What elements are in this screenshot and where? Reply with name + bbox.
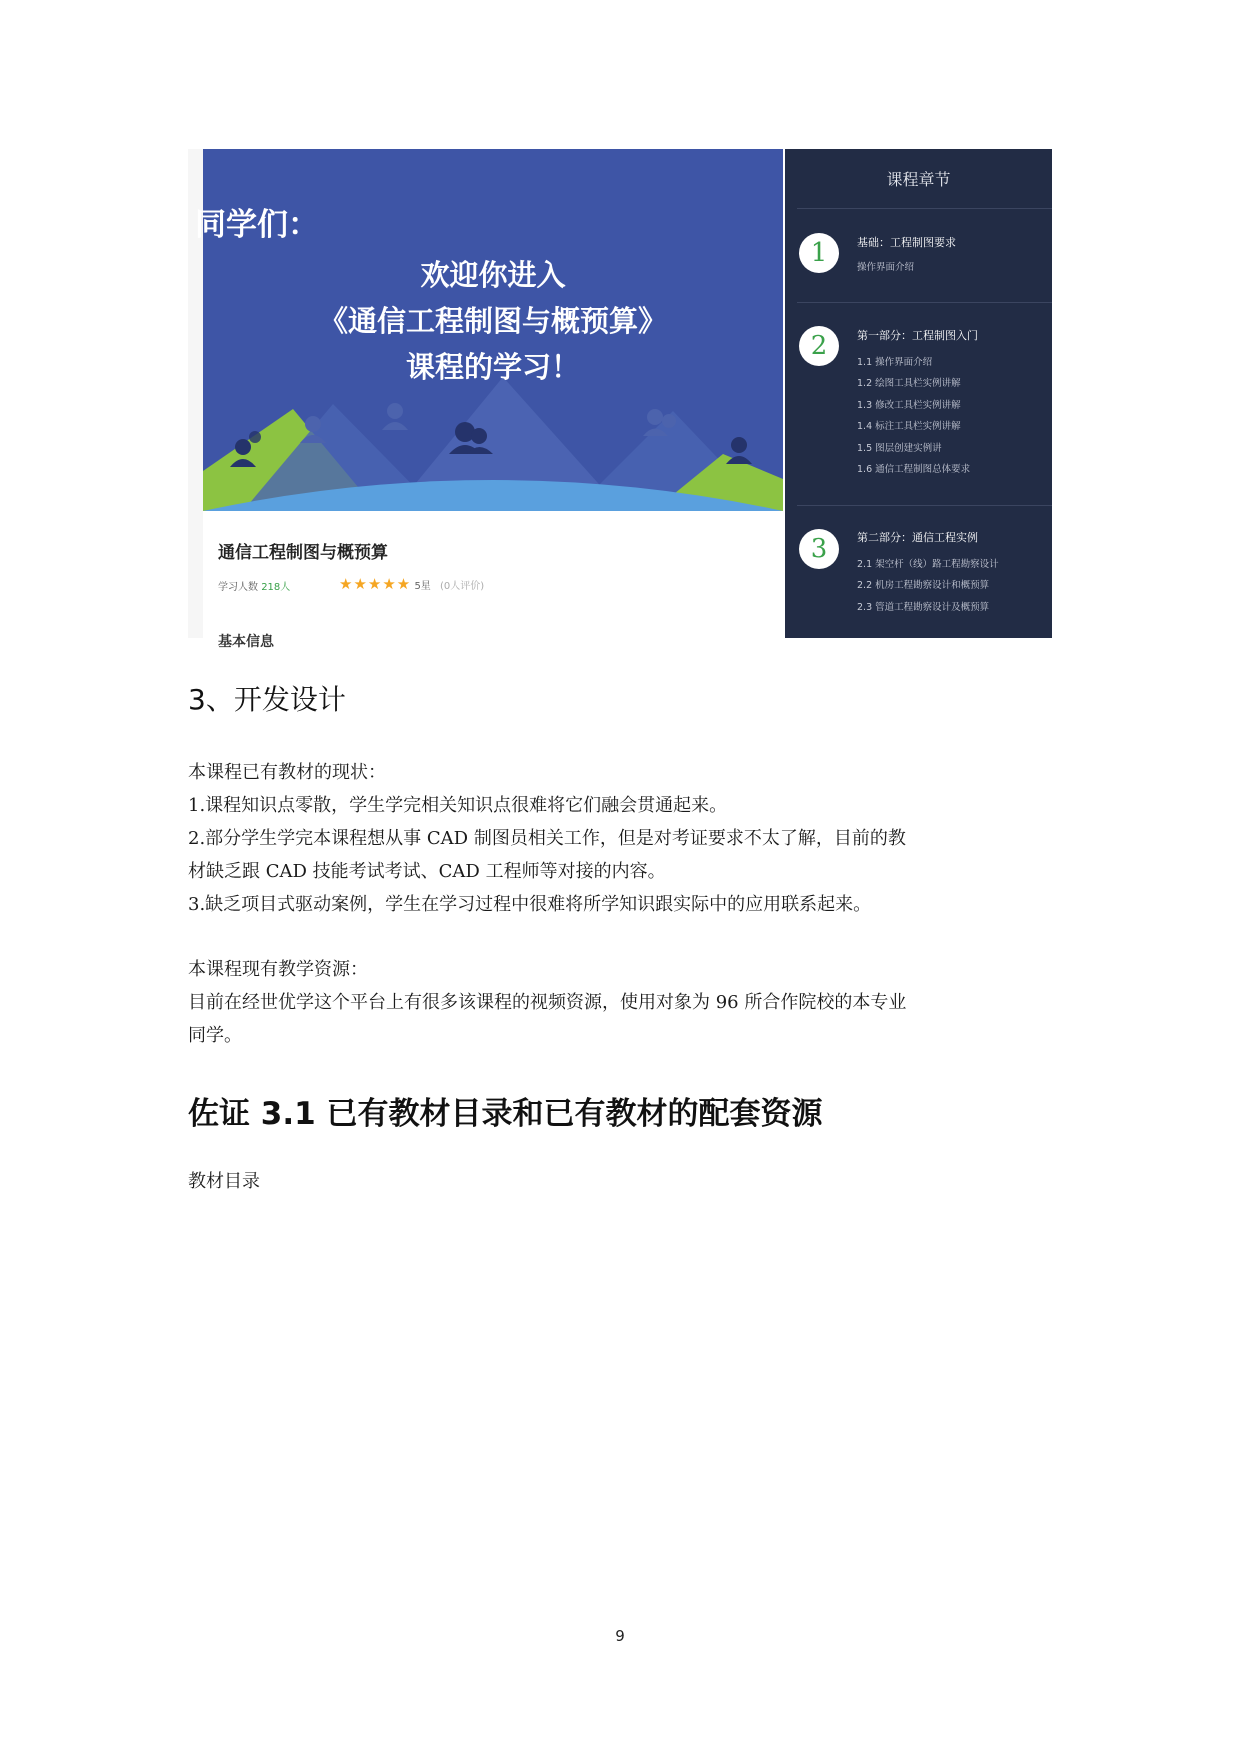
chapter-item[interactable]: 1.5 图层创建实例讲 bbox=[857, 443, 942, 454]
chapter-number-badge: 1 bbox=[799, 233, 839, 273]
chapter-title[interactable]: 第二部分：通信工程实例 bbox=[857, 531, 978, 544]
evidence-subheading: 教材目录 bbox=[188, 1171, 260, 1192]
resources-line: 目前在经世优学这个平台上有很多该课程的视频资源，使用对象为 96 所合作院校的本专业 bbox=[188, 992, 907, 1013]
status-title: 本课程已有教材的现状： bbox=[188, 762, 386, 783]
chapter-item[interactable]: 2.2 机房工程勘察设计和概预算 bbox=[857, 580, 990, 591]
banner-course-title: 《通信工程制图与概预算》 bbox=[318, 304, 667, 338]
chapter-divider bbox=[797, 302, 1052, 303]
learners-number: 218人 bbox=[261, 582, 291, 593]
course-name: 通信工程制图与概预算 bbox=[218, 543, 388, 563]
status-item: 2.部分学生学完本课程想从事 CAD 制图员相关工作，但是对考证要求不太了解，目前的教 bbox=[188, 828, 906, 849]
person-icon bbox=[382, 403, 408, 430]
chapter-item[interactable]: 1.1 操作界面介绍 bbox=[857, 357, 933, 368]
basic-info-heading: 基本信息 bbox=[218, 634, 274, 650]
banner-greeting: 同学们： bbox=[195, 207, 319, 243]
chapter-title[interactable]: 基础：工程制图要求 bbox=[857, 236, 956, 249]
chapter-divider bbox=[797, 505, 1052, 506]
status-item: 1.课程知识点零散，学生学完相关知识点很难将它们融会贯通起来。 bbox=[188, 795, 728, 816]
chapter-item[interactable]: 1.2 绘图工具栏实例讲解 bbox=[857, 378, 961, 389]
rating-value: 5星 bbox=[414, 581, 431, 592]
chapter-divider bbox=[797, 208, 1052, 209]
chapter-item[interactable]: 1.3 修改工具栏实例讲解 bbox=[857, 400, 961, 411]
banner-welcome-line: 欢迎你进入 bbox=[420, 258, 566, 292]
chapter-number-badge: 2 bbox=[799, 326, 839, 366]
chapter-item[interactable]: 2.3 管道工程勘察设计及概预算 bbox=[857, 602, 990, 613]
status-item: 3.缺乏项目式驱动案例，学生在学习过程中很难将所学知识跟实际中的应用联系起来。 bbox=[188, 894, 872, 915]
banner-study-line: 课程的学习！ bbox=[405, 350, 580, 384]
learners-label: 学习人数 bbox=[218, 582, 258, 593]
course-info-card bbox=[203, 511, 783, 650]
chapter-title[interactable]: 第一部分：工程制图入门 bbox=[857, 329, 978, 342]
review-count: (0人评价) bbox=[440, 581, 485, 592]
chapter-item[interactable]: 操作界面介绍 bbox=[857, 262, 915, 273]
chapter-number-badge: 3 bbox=[799, 529, 839, 569]
person-icon bbox=[726, 437, 752, 464]
section-heading: 3、开发设计 bbox=[188, 683, 346, 716]
course-screenshot bbox=[188, 149, 1052, 650]
resources-title: 本课程现有教学资源： bbox=[188, 959, 368, 980]
status-item: 材缺乏跟 CAD 技能考试考试、CAD 工程师等对接的内容。 bbox=[188, 861, 666, 882]
chapters-title: 课程章节 bbox=[886, 170, 951, 189]
learners-count bbox=[218, 578, 290, 593]
course-chapters-panel bbox=[785, 149, 1052, 638]
evidence-heading: 佐证 3.1 已有教材目录和已有教材的配套资源 bbox=[188, 1096, 823, 1132]
chapter-item[interactable]: 1.6 通信工程制图总体要求 bbox=[857, 464, 971, 475]
chapter-item[interactable]: 2.1 架空杆（线）路工程勘察设计 bbox=[857, 559, 999, 570]
page-number: 9 bbox=[615, 1627, 625, 1645]
star-rating-icon: ★★★★★ bbox=[339, 575, 412, 593]
welcome-banner bbox=[195, 149, 783, 511]
resources-line: 同学。 bbox=[188, 1025, 242, 1046]
chapter-item[interactable]: 1.4 标注工具栏实例讲解 bbox=[857, 421, 961, 432]
course-rating bbox=[339, 575, 484, 593]
